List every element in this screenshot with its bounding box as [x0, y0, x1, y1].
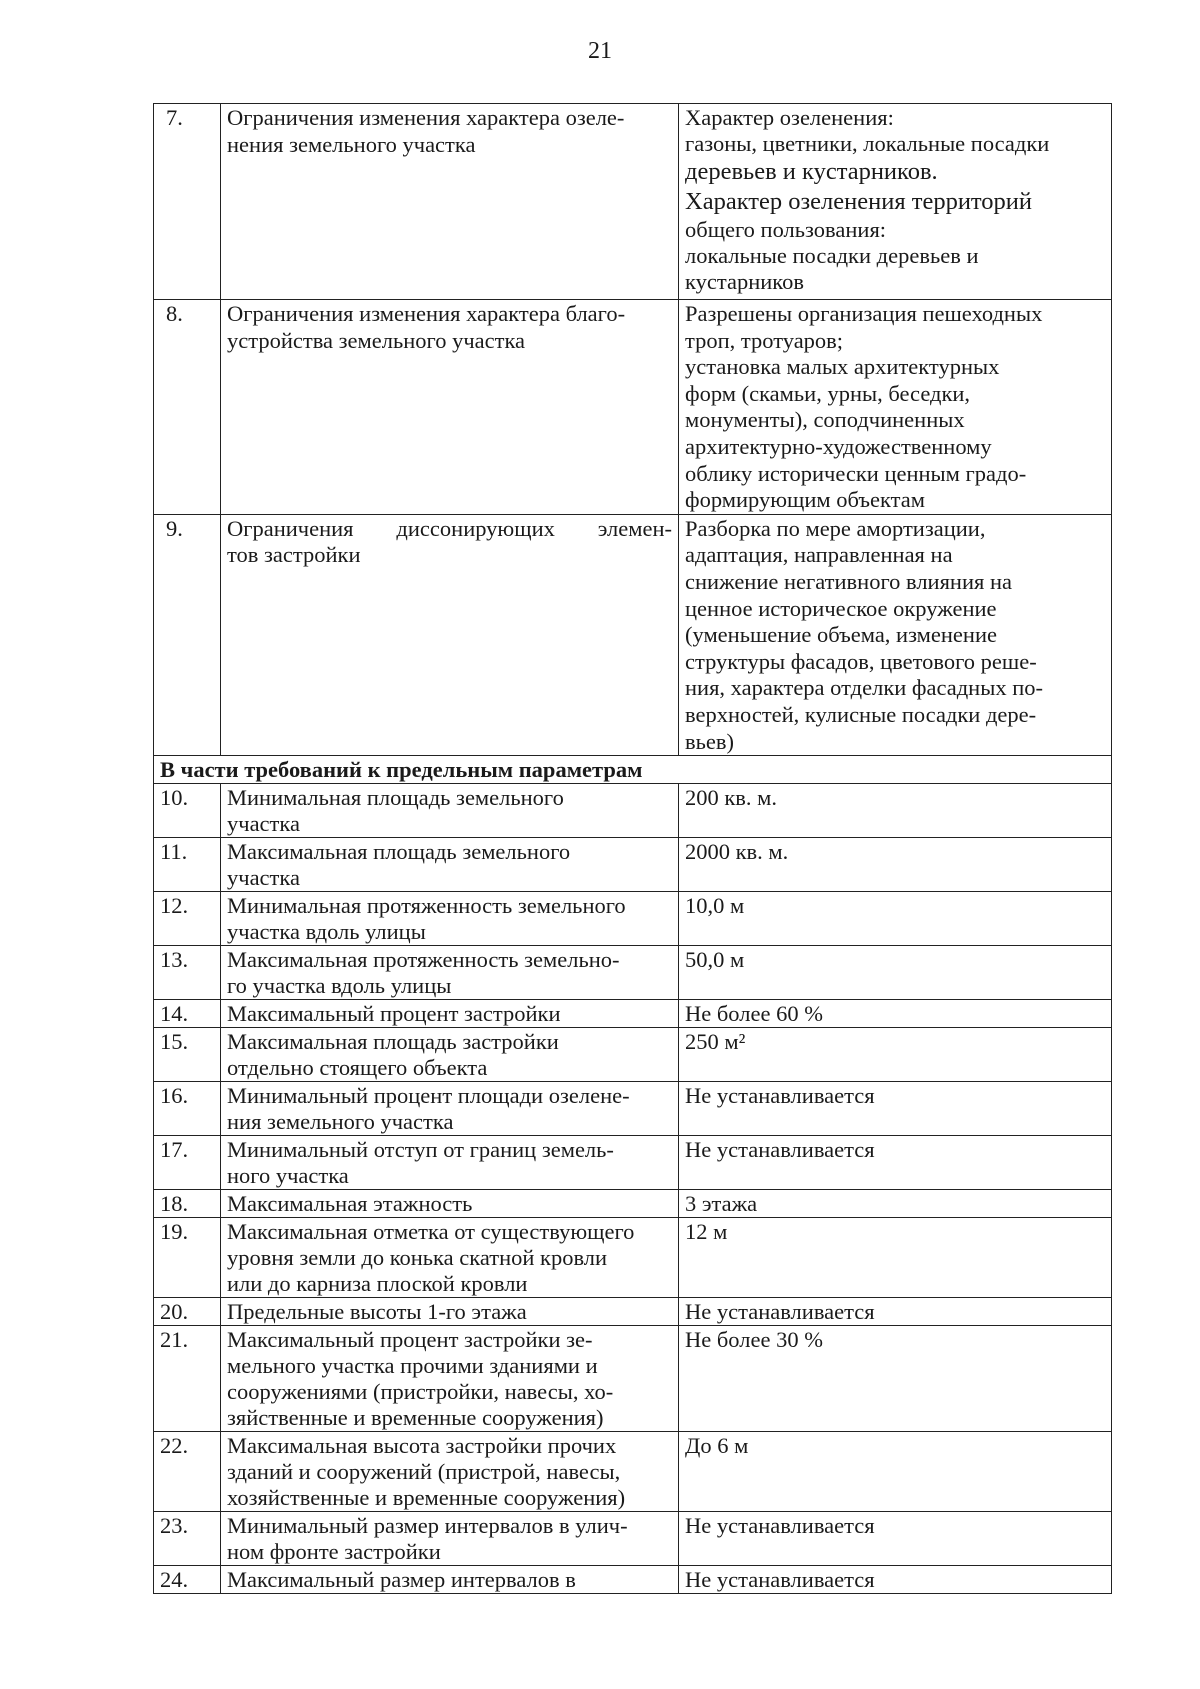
- row-value: Не устанавливается: [679, 1512, 1112, 1566]
- row-value: Не устанавливается: [679, 1082, 1112, 1136]
- table-row: [154, 946, 1112, 1000]
- table-row: [154, 1512, 1112, 1566]
- row-description: Ограничения изменения характера благо- устройства земельного участка: [221, 300, 679, 515]
- row-value: 2000 кв. м.: [679, 838, 1112, 892]
- row-value: Не более 60 %: [679, 1000, 1112, 1028]
- row-value: 12 м: [679, 1218, 1112, 1298]
- table-row: [154, 1298, 1112, 1326]
- row-number: 12.: [154, 892, 221, 946]
- row-description: Предельные высоты 1-го этажа: [221, 1298, 679, 1326]
- row-description: Минимальная площадь земельного участка: [221, 784, 679, 838]
- row-description: Минимальная протяженность земельного участка вдоль улицы: [221, 892, 679, 946]
- row-number: 18.: [154, 1190, 221, 1218]
- row-value: 200 кв. м.: [679, 784, 1112, 838]
- row-number: 19.: [154, 1218, 221, 1298]
- row-value: [679, 104, 1112, 300]
- table-row: [154, 838, 1112, 892]
- table-row: [154, 1028, 1112, 1082]
- row-value: Разборка по мере амортизации, адаптация, направленная на снижение негативного влияния на ценное историческое окружение (уменьшение объема, изменение структуры фасадов, цветового реше- ния, характера отделки фасадных по- верхностей, кулисные посадки дере- вьев): [679, 514, 1112, 755]
- row-value: До 6 м: [679, 1432, 1112, 1512]
- row-value: Не устанавливается: [679, 1566, 1112, 1594]
- row-description: Минимальный отступ от границ земель- ного участка: [221, 1136, 679, 1190]
- row-value-part: деревьев и кустарников. Характер озеленения территорий: [685, 158, 1033, 215]
- row-number: 13.: [154, 946, 221, 1000]
- row-value: Не устанавливается: [679, 1298, 1112, 1326]
- row-number: 23.: [154, 1512, 221, 1566]
- row-description: Максимальная отметка от существующего уровня земли до конька скатной кровли или до карниза плоской кровли: [221, 1218, 679, 1298]
- row-description: Максимальный процент застройки: [221, 1000, 679, 1028]
- row-number: 17.: [154, 1136, 221, 1190]
- row-value: 3 этажа: [679, 1190, 1112, 1218]
- section-header: В части требований к предельным параметрам: [154, 756, 1112, 784]
- row-number: 15.: [154, 1028, 221, 1082]
- table-row: [154, 892, 1112, 946]
- table-row: [154, 514, 1112, 755]
- row-number: 14.: [154, 1000, 221, 1028]
- row-value: 50,0 м: [679, 946, 1112, 1000]
- row-description-line: тов застройки: [227, 542, 361, 568]
- row-number: 22.: [154, 1432, 221, 1512]
- table-row: [154, 1000, 1112, 1028]
- row-description: Максимальная протяженность земельно- го участка вдоль улицы: [221, 946, 679, 1000]
- row-description: Минимальный размер интервалов в улич- ном фронте застройки: [221, 1512, 679, 1566]
- row-description: Минимальный процент площади озелене- ния земельного участка: [221, 1082, 679, 1136]
- row-value-part: Характер озеленения: газоны, цветники, локальные посадки: [685, 105, 1050, 156]
- row-number: 20.: [154, 1298, 221, 1326]
- row-number: 8.: [154, 300, 221, 515]
- regulations-table: [153, 103, 1112, 1594]
- row-number: 9.: [154, 514, 221, 755]
- row-number: 16.: [154, 1082, 221, 1136]
- table-row: [154, 1432, 1112, 1512]
- row-description: Максимальный процент застройки зе- мельного участка прочими зданиями и сооружениями (пристройки, навесы, хо- зяйственные и временные сооружения): [221, 1326, 679, 1432]
- row-description-line: Ограничения диссонирующих элемен-: [227, 515, 672, 541]
- table-row: [154, 1218, 1112, 1298]
- row-description: Максимальная этажность: [221, 1190, 679, 1218]
- row-value: Не устанавливается: [679, 1136, 1112, 1190]
- row-number: 21.: [154, 1326, 221, 1432]
- row-description: Максимальная высота застройки прочих зданий и сооружений (пристрой, навесы, хозяйственные и временные сооружения): [221, 1432, 679, 1512]
- row-description: Ограничения изменения характера озеле- нения земельного участка: [221, 104, 679, 300]
- row-value: 250 м²: [679, 1028, 1112, 1082]
- table-row: [154, 1136, 1112, 1190]
- table-row: [154, 1190, 1112, 1218]
- table-row: [154, 1082, 1112, 1136]
- table-row: [154, 784, 1112, 838]
- row-value-part: общего пользования: локальные посадки деревьев и кустарников: [685, 217, 979, 294]
- row-number: 7.: [154, 104, 221, 300]
- row-value: Разрешены организация пешеходных троп, тротуаров; установка малых архитектурных форм (скамьи, урны, беседки, монументы), соподчиненных архитектурно-художественному облику исторически ценным градо- формирующим объектам: [679, 300, 1112, 515]
- page-number: 21: [588, 38, 612, 64]
- table-row: [154, 1566, 1112, 1594]
- row-number: 10.: [154, 784, 221, 838]
- row-value: 10,0 м: [679, 892, 1112, 946]
- row-description: [221, 514, 679, 755]
- table-row: [154, 300, 1112, 515]
- row-number: 24.: [154, 1566, 221, 1594]
- row-number: 11.: [154, 838, 221, 892]
- table-row: [154, 104, 1112, 300]
- table-row: [154, 1326, 1112, 1432]
- row-description: Максимальная площадь земельного участка: [221, 838, 679, 892]
- section-header-row: [154, 756, 1112, 784]
- row-description: Максимальная площадь застройки отдельно стоящего объекта: [221, 1028, 679, 1082]
- row-description: Максимальный размер интервалов в: [221, 1566, 679, 1594]
- row-value: Не более 30 %: [679, 1326, 1112, 1432]
